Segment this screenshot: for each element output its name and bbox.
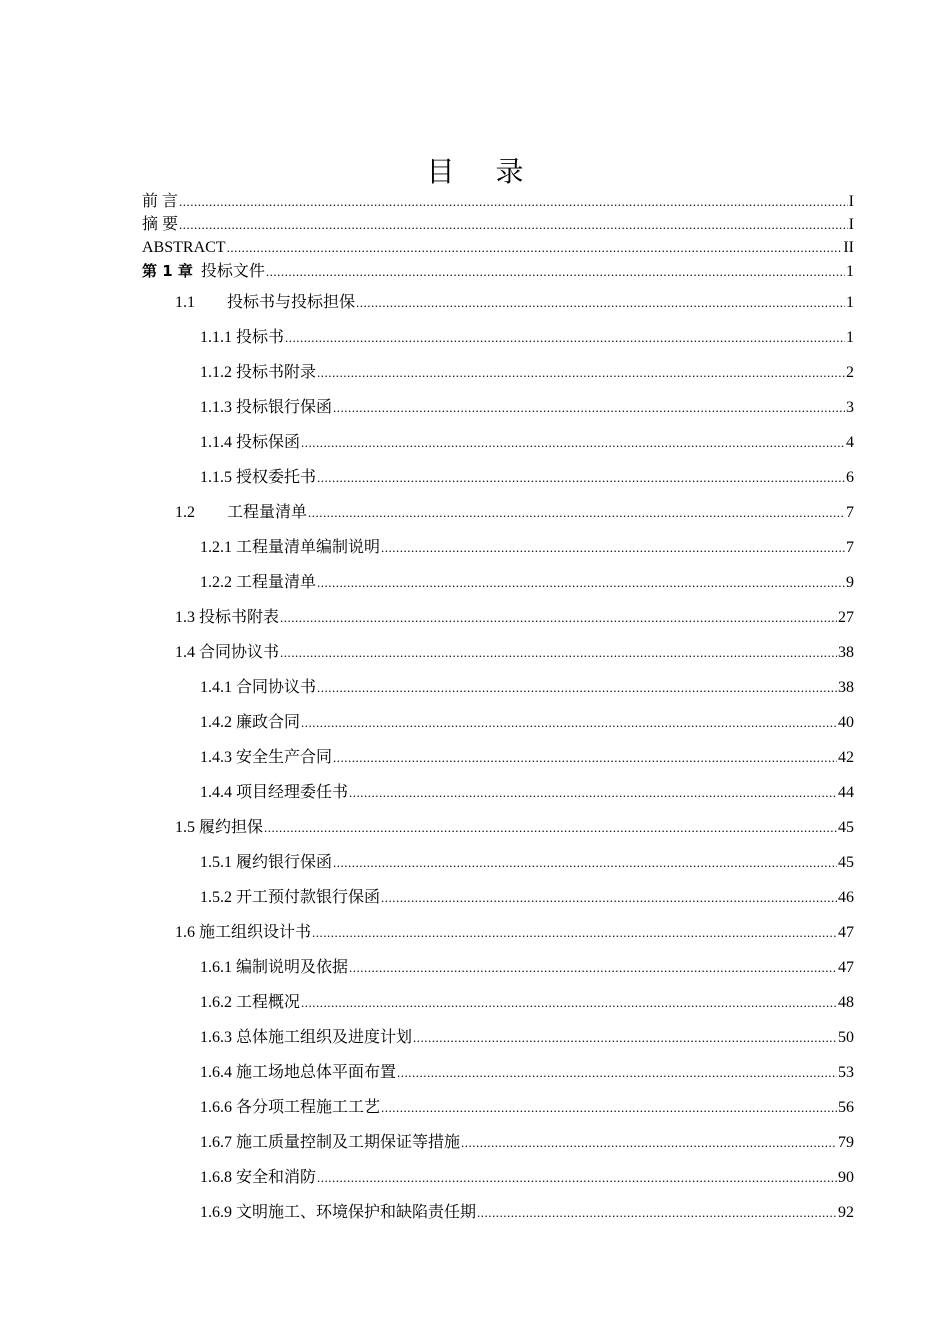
toc-entry-page: 50	[838, 1029, 854, 1046]
toc-subsection-entry[interactable]	[200, 958, 854, 978]
toc-entry-title: 廉政合同	[236, 714, 301, 731]
toc-entry-title: 项目经理委任书	[236, 784, 349, 801]
toc-entry-title: 施工质量控制及工期保证等措施	[236, 1134, 461, 1151]
dot-leader	[301, 433, 845, 453]
toc-section-number: 1.1.4	[200, 434, 232, 451]
toc-section-entry[interactable]	[175, 818, 854, 838]
toc-entry-page: 27	[838, 609, 854, 626]
toc-entry-title: 工程概况	[236, 994, 301, 1011]
toc-subsection-entry[interactable]	[200, 433, 854, 453]
toc-entry-page: 7	[846, 539, 854, 556]
toc-section-number: 1.6.4	[200, 1064, 232, 1081]
toc-entry-title: 工程量清单	[227, 504, 308, 521]
toc-entry-page: I	[848, 216, 854, 233]
toc-section-number: 1.1	[175, 294, 195, 311]
dot-leader	[356, 293, 845, 313]
toc-entry-title: 投标保函	[236, 434, 301, 451]
toc-entry-page: 56	[838, 1099, 854, 1116]
toc-entry-page: I	[848, 193, 854, 210]
toc-section-number: 1.6.8	[200, 1169, 232, 1186]
toc-section-number: 1.6	[175, 924, 195, 941]
toc-entry-title: 施工场地总体平面布置	[236, 1064, 397, 1081]
toc-section-entry[interactable]	[175, 503, 854, 523]
dot-leader	[312, 923, 837, 943]
toc-entry-page: 90	[838, 1169, 854, 1186]
toc-section-number: 1.5	[175, 819, 195, 836]
toc-entry[interactable]	[142, 192, 854, 212]
toc-entry-page: II	[843, 239, 854, 256]
toc-entry-page: 92	[838, 1204, 854, 1221]
dot-leader	[317, 678, 837, 698]
toc-entry-page: 1	[846, 263, 854, 280]
toc-section-number: 1.1.2	[200, 364, 232, 381]
dot-leader	[280, 608, 837, 628]
toc-subsection-entry[interactable]	[200, 748, 854, 768]
dot-leader	[477, 1203, 837, 1223]
toc-entry-title: 施工组织设计书	[199, 924, 312, 941]
toc-subsection-entry[interactable]	[200, 1098, 854, 1118]
toc-section-entry[interactable]	[175, 643, 854, 663]
toc-subsection-entry[interactable]	[200, 993, 854, 1013]
toc-entry-title: 投标书附表	[199, 609, 280, 626]
toc-section-number: 1.6.7	[200, 1134, 232, 1151]
toc-section-number: 1.6.6	[200, 1099, 232, 1116]
dot-leader	[301, 993, 837, 1013]
toc-entry-title: ABSTRACT	[142, 239, 226, 256]
dot-leader	[381, 538, 845, 558]
toc-section-number: 1.4.2	[200, 714, 232, 731]
toc-subsection-entry[interactable]	[200, 1203, 854, 1223]
toc-entry-title: 合同协议书	[236, 679, 317, 696]
toc-section-number: 1.1.1	[200, 329, 232, 346]
dot-leader	[227, 238, 843, 258]
toc-subsection-entry[interactable]	[200, 573, 854, 593]
dot-leader	[333, 398, 845, 418]
toc-entry-page: 45	[838, 819, 854, 836]
toc-entry-title: 摘 要	[142, 216, 179, 233]
toc-subsection-entry[interactable]	[200, 853, 854, 873]
toc-entry-title: 授权委托书	[236, 469, 317, 486]
toc-entry-page: 7	[846, 504, 854, 521]
toc-entry-page: 2	[846, 364, 854, 381]
toc-section-entry[interactable]	[175, 608, 854, 628]
toc-entry-title: 安全和消防	[236, 1169, 317, 1186]
dot-leader	[413, 1028, 837, 1048]
dot-leader	[317, 468, 845, 488]
toc-section-number: 1.5.2	[200, 889, 232, 906]
toc-entry-title: 合同协议书	[199, 644, 280, 661]
toc-section-number: 1.1.5	[200, 469, 232, 486]
toc-entry-page: 1	[846, 329, 854, 346]
toc-subsection-entry[interactable]	[200, 678, 854, 698]
toc-section-number: 1.1.3	[200, 399, 232, 416]
toc-entry-page: 44	[838, 784, 854, 801]
toc-subsection-entry[interactable]	[200, 1028, 854, 1048]
toc-entry-page: 38	[838, 679, 854, 696]
toc-section-entry[interactable]	[175, 923, 854, 943]
toc-entry[interactable]	[142, 215, 854, 235]
toc-section-number: 1.3	[175, 609, 195, 626]
toc-section-number: 1.4.4	[200, 784, 232, 801]
dot-leader	[285, 328, 845, 348]
toc-section-number: 1.2.1	[200, 539, 232, 556]
toc-entry-page: 45	[838, 854, 854, 871]
toc-section-number: 1.5.1	[200, 854, 232, 871]
toc-entry[interactable]	[142, 238, 854, 258]
toc-title: 目 录	[426, 155, 540, 188]
toc-entry-title: 安全生产合同	[236, 749, 333, 766]
toc-entry-title: 投标书附录	[236, 364, 317, 381]
toc-entry-page: 40	[838, 714, 854, 731]
dot-leader	[264, 818, 837, 838]
dot-leader	[349, 783, 837, 803]
toc-entry-page: 47	[838, 924, 854, 941]
dot-leader	[317, 573, 845, 593]
toc-subsection-entry[interactable]	[200, 538, 854, 558]
toc-entry-page: 9	[846, 574, 854, 591]
toc-entry-page: 53	[838, 1064, 854, 1081]
toc-section-number: 1.2	[175, 504, 195, 521]
toc-subsection-entry[interactable]	[200, 398, 854, 418]
toc-entry-page: 48	[838, 994, 854, 1011]
toc-entry-title: 总体施工组织及进度计划	[236, 1029, 413, 1046]
toc-section-number: 1.6.9	[200, 1204, 232, 1221]
toc-entry-page: 6	[846, 469, 854, 486]
toc-entry-page: 42	[838, 749, 854, 766]
toc-entry-title: 投标书与投标担保	[227, 294, 356, 311]
toc-entry-title: 开工预付款银行保函	[236, 889, 381, 906]
toc-entry-page: 79	[838, 1134, 854, 1151]
dot-leader	[179, 192, 848, 212]
dot-leader	[333, 748, 837, 768]
toc-subsection-entry[interactable]	[200, 1063, 854, 1083]
toc-entry-title: 履约银行保函	[236, 854, 333, 871]
toc-entry-title: 投标文件	[200, 263, 265, 280]
dot-leader	[317, 363, 845, 383]
toc-entry-title: 投标银行保函	[236, 399, 333, 416]
toc-entry-title: 编制说明及依据	[236, 959, 349, 976]
toc-entry-page: 47	[838, 959, 854, 976]
dot-leader	[266, 262, 845, 282]
toc-entry-title: 履约担保	[199, 819, 264, 836]
dot-leader	[381, 1098, 837, 1118]
dot-leader	[397, 1063, 837, 1083]
dot-leader	[317, 1168, 837, 1188]
toc-section-number: 1.2.2	[200, 574, 232, 591]
toc-section-number: 1.4.1	[200, 679, 232, 696]
toc-section-number: 1.4	[175, 644, 195, 661]
toc-entry-page: 4	[846, 434, 854, 451]
toc-subsection-entry[interactable]	[200, 888, 854, 908]
toc-entry-page: 38	[838, 644, 854, 661]
toc-section-number: 1.6.3	[200, 1029, 232, 1046]
dot-leader	[461, 1133, 837, 1153]
dot-leader	[301, 713, 837, 733]
toc-entry-page: 1	[846, 294, 854, 311]
toc-subsection-entry[interactable]	[200, 363, 854, 383]
toc-entry-title: 工程量清单	[236, 574, 317, 591]
dot-leader	[308, 503, 845, 523]
dot-leader	[349, 958, 837, 978]
toc-chapter-number: 第 1 章	[142, 262, 193, 280]
toc-entry-title: 各分项工程施工工艺	[236, 1099, 381, 1116]
toc-entry-title: 工程量清单编制说明	[236, 539, 381, 556]
toc-subsection-entry[interactable]	[200, 783, 854, 803]
toc-subsection-entry[interactable]	[200, 328, 854, 348]
toc-entry-title: 前 言	[142, 193, 179, 210]
toc-subsection-entry[interactable]	[200, 1133, 854, 1153]
dot-leader	[333, 853, 837, 873]
toc-section-number: 1.6.1	[200, 959, 232, 976]
toc-entry-title: 文明施工、环境保护和缺陷责任期	[236, 1204, 477, 1221]
dot-leader	[179, 215, 848, 235]
toc-entry-page: 3	[846, 399, 854, 416]
toc-section-entry[interactable]	[175, 293, 854, 313]
toc-chapter-entry[interactable]	[142, 261, 854, 282]
toc-entry-page: 46	[838, 889, 854, 906]
toc-subsection-entry[interactable]	[200, 1168, 854, 1188]
toc-entry-title: 投标书	[236, 329, 285, 346]
toc-subsection-entry[interactable]	[200, 713, 854, 733]
toc-section-number: 1.6.2	[200, 994, 232, 1011]
toc-subsection-entry[interactable]	[200, 468, 854, 488]
dot-leader	[280, 643, 837, 663]
toc-section-number: 1.4.3	[200, 749, 232, 766]
dot-leader	[381, 888, 837, 908]
